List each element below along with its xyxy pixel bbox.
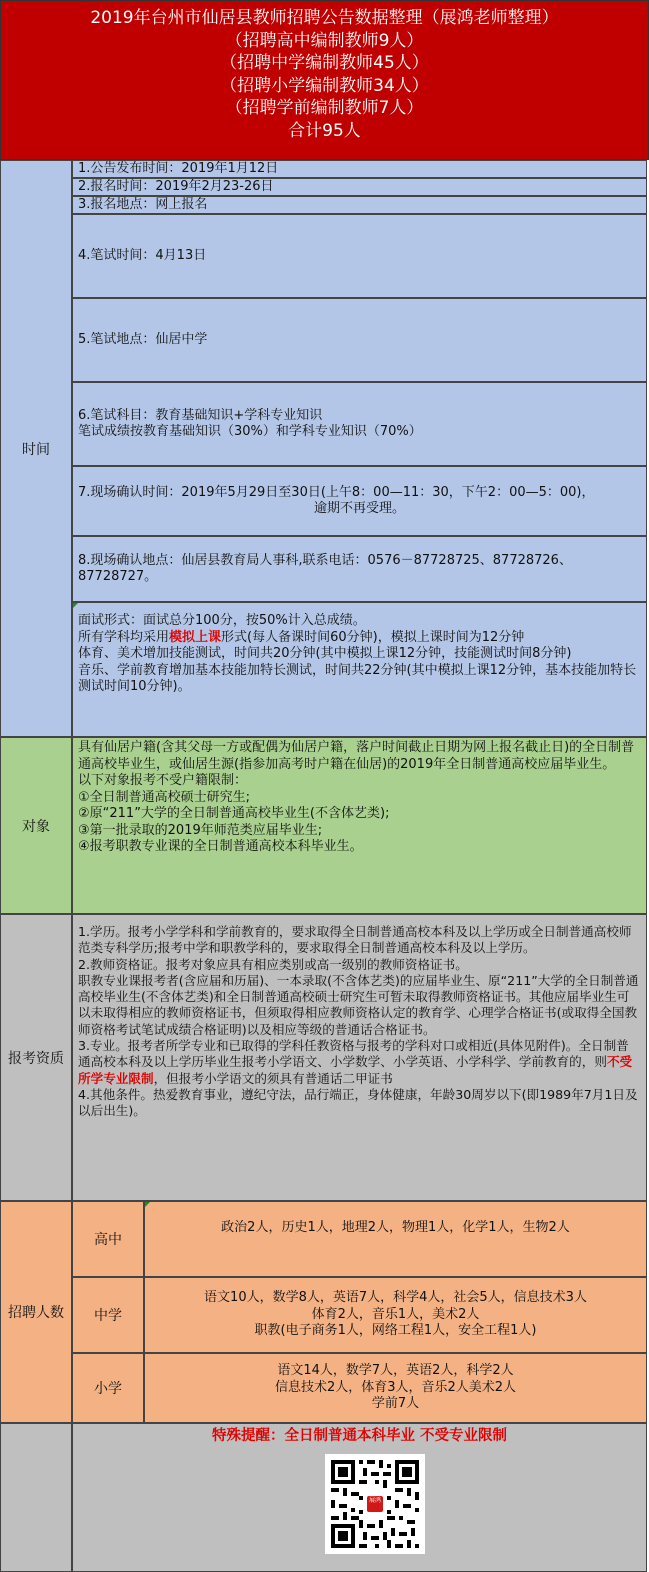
time-row-subjects: 6.笔试科目：教育基础知识+学科专业知识 笔试成绩按教育基础知识（30%）和学科专业知识（70%）: [72, 382, 647, 466]
header-line-middle: （招聘中学编制教师45人）: [220, 53, 429, 74]
no-major-limit-highlight: 不受所学专业限制: [78, 1054, 633, 1086]
time-row-written-date: 4.笔试时间：4月13日: [72, 214, 647, 298]
comment-marker: [73, 603, 78, 608]
recruit-high-detail: 政治2人，历史1人，地理2人，物理1人，化学1人，生物2人: [144, 1201, 647, 1277]
target-label-cell: [0, 737, 72, 914]
qualification-label-cell: [0, 914, 72, 1201]
special-notice: 特殊提醒：全日制普通本科毕业 不受专业限制: [211, 1428, 508, 1444]
header-line-high: （招聘高中编制教师9人）: [225, 30, 424, 51]
footer-left-cell: [0, 1423, 72, 1572]
time-row-confirm-location: 8.现场确认地点：仙居县教育局人事科,联系电话：0576－87728725、87728726、87728727。: [72, 536, 647, 602]
recruit-label: 招聘人数: [8, 1305, 64, 1321]
header-line-preschool: （招聘学前编制教师7人）: [225, 98, 424, 119]
mock-lesson-highlight: 模拟上课: [169, 629, 222, 645]
time-row-announce: 1.公告发布时间：2019年1月12日: [72, 160, 647, 178]
time-row-registration: 2.报名时间：2019年2月23-26日: [72, 178, 647, 196]
qr-center-logo-text: 展鸿: [368, 1497, 381, 1504]
target-content: 具有仙居户籍(含其父母一方或配偶为仙居户籍，落户时间截止日期为网上报名截止日)的全日制普通高校毕业生，或仙居生源(指参加高考时户籍在仙居)的2019年全日制普通高校应届毕业生。 以下对象报考不受户籍限制： ①全日制普通高校硕士研究生; ②原“211”大学的全日制普通高校毕业生(不含体艺类); ③第一批录取的2019年师范类应届毕业生; ④报考职教专业课的全日制普通高校本科毕业生。: [72, 737, 647, 914]
comment-marker: [145, 1202, 150, 1207]
recruit-level-high: 高中: [72, 1201, 144, 1277]
time-row-reg-location: 3.报名地点：网上报名: [72, 196, 647, 214]
header-line-total: 合计95人: [288, 120, 361, 141]
time-label-cell: [0, 160, 72, 737]
time-row-written-location: 5.笔试地点：仙居中学: [72, 298, 647, 382]
recruit-label-cell: [0, 1201, 72, 1423]
qualification-label: 报考资质: [8, 1050, 64, 1067]
recruit-level-middle: 中学: [72, 1277, 144, 1353]
qr-code-icon: [325, 1454, 425, 1554]
recruit-level-primary: 小学: [72, 1353, 144, 1423]
target-label: 对象: [22, 818, 50, 835]
recruit-middle-detail: 语文10人，数学8人，英语7人，科学4人，社会5人，信息技术3人 体育2人，音乐1人，美术2人 职教(电子商务1人，网络工程1人，安全工程1人): [144, 1277, 647, 1353]
header-title: 2019年台州市仙居县教师招聘公告数据整理（展鸿老师整理）: [90, 8, 559, 28]
qr-code-graphic: [325, 1454, 425, 1554]
recruit-primary-detail: 语文14人，数学7人，英语2人，科学2人 信息技术2人，体育3人，音乐2人美术2人 学前7人: [144, 1353, 647, 1423]
qualification-content: 1.学历。报考小学学科和学前教育的，要求取得全日制普通高校本科及以上学历或全日制普通高校师范类专科学历;报考中学和职教学科的，要求取得全日制普通高校本科及以上学历。 2.教师资格证。报考对象应具有相应类别或高一级别的教师资格证书。 职教专业课报考者(含应届和历届)、一本录取(不含体艺类)的应届毕业生、原“211”大学的全日制普通高校毕业生(不含体艺类)和全日制普通高校硕士研究生可暂未取得教师资格证书。其他应届毕业生可以未取得相应的教师资格证书，但须取得相应教师资格认定的教育学、心理学合格证书(或取得全国教师资格考试笔试成绩合格证明)以及相应等级的普通话合格证书。 3.专业。报考者所学专业和已取得的学科任教资格与报考的学科对口或相近(具体见附件)。全日制普通高校本科及以上学历毕业生报考小学语文、小学数学、小学英语、小学科学、学前教育的，则不受所学专业限制，但报考小学语文的须具有普通话二甲证书 4.其他条件。热爱教育事业，遵纪守法，品行端正，身体健康，年龄30周岁以下(即1989年7月1日及以后出生)。: [72, 914, 647, 1201]
header-line-primary: （招聘小学编制教师34人）: [220, 75, 429, 96]
time-label: 时间: [22, 441, 50, 458]
header-banner: [0, 0, 649, 160]
footer-content: [72, 1423, 647, 1572]
time-row-interview: 面试形式：面试总分100分，按50%计入总成绩。 所有学科均采用模拟上课形式(每人备课时间60分钟)，模拟上课时间为12分钟 体育、美术增加技能测试，时间共20分钟(其中模拟上课12分钟，技能测试时间8分钟) 音乐、学前教育增加基本技能加特长测试，时间共22分钟(其中模拟上课12分钟，基本技能加特长测试时间10分钟)。: [72, 602, 647, 737]
time-row-confirm-time: 7.现场确认时间：2019年5月29日至30日(上午8：00—11：30，下午2：00—5：00)， 逾期不再受理。: [72, 466, 647, 536]
